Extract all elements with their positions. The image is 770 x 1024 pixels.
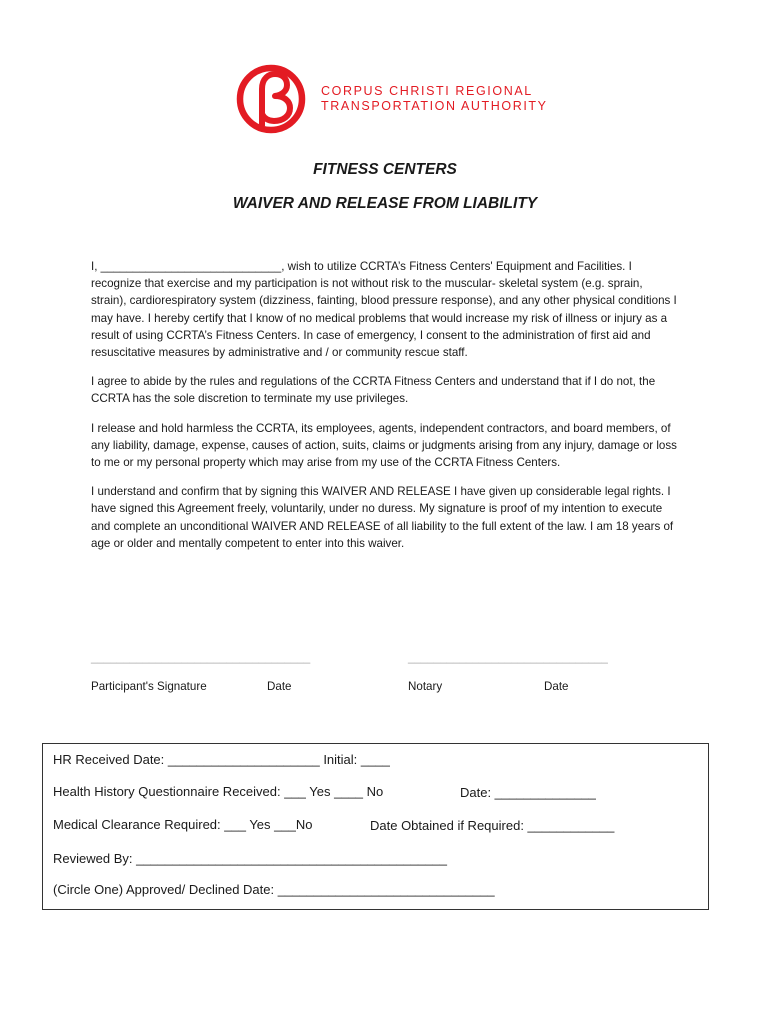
- health-history-date-field[interactable]: Date: ______________: [460, 785, 596, 800]
- waiver-paragraph-4: I understand and confirm that by signing this WAIVER AND RELEASE I have given up considerable legal rights. I have signed this Agreement freely, voluntarily, under no duress. My signature is proof of my intention to execute and complete an unconditional WAIVER AND RELEASE of all liability to the full extent of the law. I am 18 years of age or older and mentally competent to enter into this waiver.: [91, 485, 674, 550]
- waiver-body: [91, 258, 681, 564]
- org-name-line1: CORPUS CHRISTI REGIONAL: [321, 84, 533, 98]
- waiver-paragraph-3: I release and hold harmless the CCRTA, its employees, agents, independent contractors, and board members, of any liability, damage, expense, causes of action, suits, claims or judgments arising from any injury, damage or loss to me or my personal property which may arise from my use of the CCRTA Fitness Centers.: [91, 421, 677, 470]
- approval-date-field[interactable]: (Circle One) Approved/ Declined Date: ______________________________: [53, 882, 495, 897]
- health-history-field[interactable]: Health History Questionnaire Received: ___ Yes ____ No: [53, 784, 384, 799]
- document-subtitle: WAIVER AND RELEASE FROM LIABILITY: [232, 195, 538, 212]
- org-name: [321, 84, 548, 114]
- date-obtained-field[interactable]: Date Obtained if Required: ____________: [370, 818, 615, 833]
- waiver-paragraph-1: I, ____________________________, wish to utilize CCRTA’s Fitness Centers' Equipment and Facilities. I recognize that exercise and my participation is not without risk to the muscular- skeletal system (e.g. sprain, strain), cardiorespiratory system (dizziness, fainting, blood pressure response), and any other physical conditions I may have. I hereby certify that I know of no medical problems that would increase my risk of illness or injury as a result of using CCRTA’s Fitness Centers. In case of emergency, I consent to the administration of first aid and resuscitative measures by administrative and / or community rescue staff.: [91, 260, 677, 360]
- notary-date-label: Date: [544, 680, 569, 693]
- beta-logo-icon: [236, 62, 306, 136]
- reviewed-by-field[interactable]: Reviewed By: ___________________________________________: [53, 851, 447, 866]
- notary-label: Notary: [408, 680, 443, 693]
- participant-signature-line[interactable]: __________________________________: [91, 651, 311, 664]
- participant-date-label: Date: [267, 680, 292, 693]
- waiver-paragraph-2: I agree to abide by the rules and regulations of the CCRTA Fitness Centers and understand that if I do not, the CCRTA has the sole discretion to terminate my use privileges.: [91, 375, 656, 406]
- hr-office-box: [42, 743, 709, 910]
- medical-clearance-field[interactable]: Medical Clearance Required: ___ Yes ___No: [53, 817, 313, 832]
- participant-signature-label: Participant's Signature: [91, 680, 207, 693]
- notary-signature-line[interactable]: _______________________________: [408, 651, 608, 664]
- hr-received-date-field[interactable]: HR Received Date: _____________________ Initial: ____: [53, 752, 390, 767]
- org-name-line2: TRANSPORTATION AUTHORITY: [321, 99, 548, 113]
- document-title: FITNESS CENTERS: [313, 161, 457, 178]
